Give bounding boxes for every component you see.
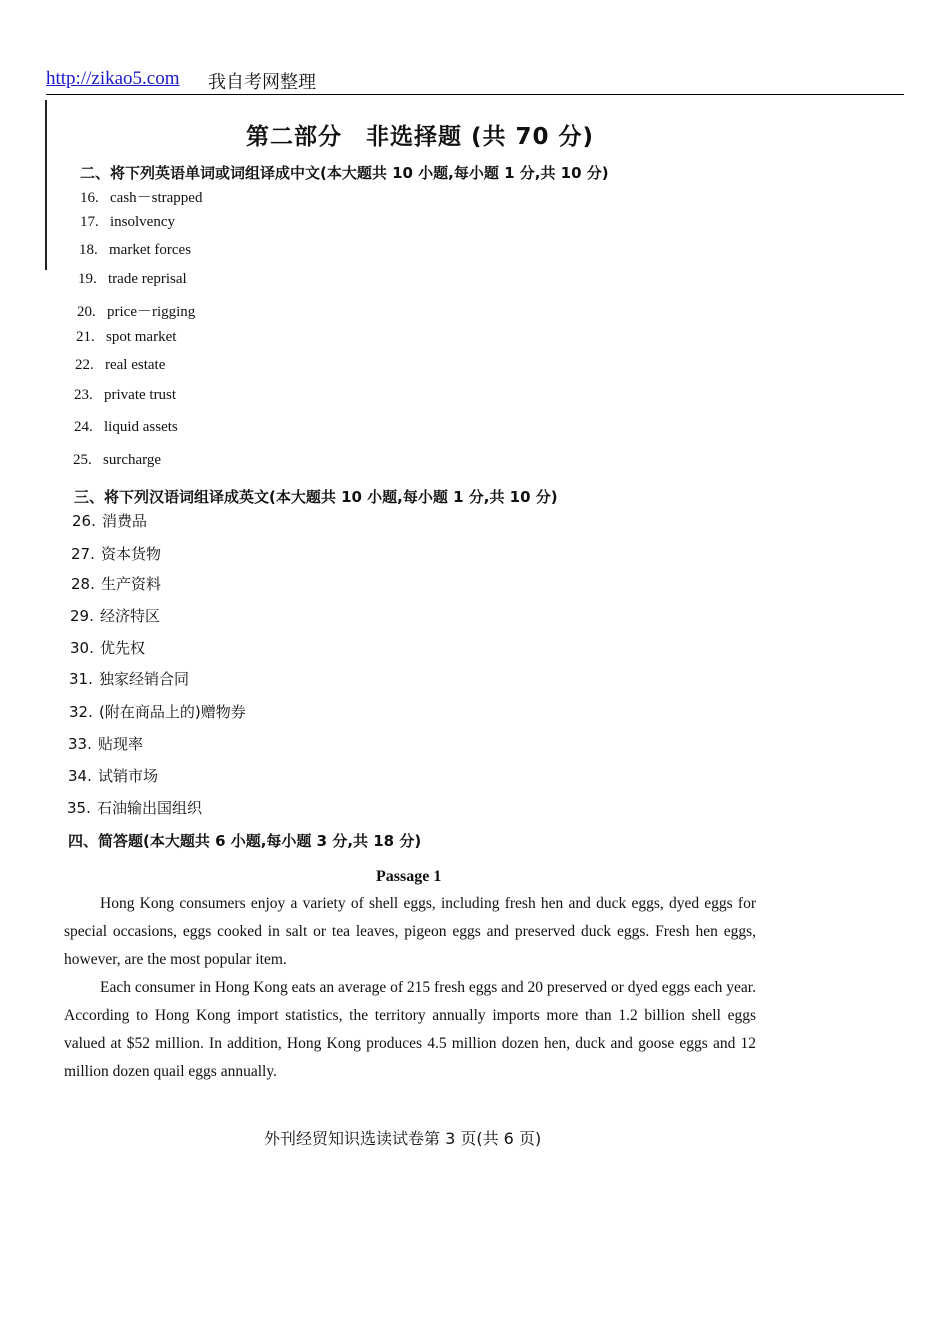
passage-title: Passage 1 xyxy=(376,868,442,885)
item-number: 17. xyxy=(80,214,99,230)
item-text: 优先权 xyxy=(100,639,146,657)
item-text: real estate xyxy=(105,357,166,373)
item-text: liquid assets xyxy=(104,419,178,435)
item-text: 经济特区 xyxy=(100,607,161,625)
passage-body xyxy=(64,890,756,1086)
list-item xyxy=(68,765,158,786)
list-item xyxy=(73,452,161,469)
item-text: cash－strapped xyxy=(110,190,203,206)
list-item xyxy=(69,668,189,689)
list-item xyxy=(80,214,175,231)
page-footer: 外刊经贸知识选读试卷第 3 页(共 6 页) xyxy=(264,1129,542,1148)
item-number: 27. xyxy=(71,545,95,563)
item-text: spot market xyxy=(106,329,177,345)
item-text: (附在商品上的)赠物券 xyxy=(99,703,246,721)
passage-paragraph-2: Each consumer in Hong Kong eats an average of 215 fresh eggs and 20 preserved or dyed eggs each year. According to Hong Kong import statistics, the territory annually imports more than 1.2 billion shell eggs valued at $52 million. In addition, Hong Kong produces 4.5 million dozen hen, duck and goose eggs and 12 million dozen quail eggs annually. xyxy=(64,979,756,1080)
item-number: 19. xyxy=(78,271,97,287)
item-number: 34. xyxy=(68,767,92,785)
item-text: 独家经销合同 xyxy=(99,670,190,688)
list-item xyxy=(79,242,191,259)
item-number: 20. xyxy=(77,304,96,320)
list-item xyxy=(75,357,165,374)
item-text: insolvency xyxy=(110,214,175,230)
list-item xyxy=(71,573,161,594)
item-text: 消费品 xyxy=(102,512,148,530)
page-header xyxy=(46,66,904,95)
item-number: 18. xyxy=(79,242,98,258)
list-item xyxy=(67,797,202,818)
margin-line xyxy=(45,100,47,270)
list-item xyxy=(70,605,160,626)
item-number: 16. xyxy=(80,190,99,206)
item-text: surcharge xyxy=(103,452,162,468)
list-item xyxy=(78,271,187,288)
list-item xyxy=(68,733,143,754)
list-item xyxy=(74,419,178,436)
item-number: 25. xyxy=(73,452,92,468)
section4-heading: 四、简答题(本大题共 6 小题,每小题 3 分,共 18 分) xyxy=(68,832,422,850)
item-text: 石油输出国组织 xyxy=(97,799,203,817)
list-item xyxy=(74,387,176,404)
item-number: 23. xyxy=(74,387,93,403)
item-text: 资本货物 xyxy=(101,545,162,563)
item-number: 21. xyxy=(76,329,95,345)
list-item xyxy=(69,701,246,722)
list-item xyxy=(80,186,202,207)
item-number: 30. xyxy=(70,639,94,657)
item-text: private trust xyxy=(104,387,177,403)
list-item xyxy=(76,329,176,346)
section3-heading: 三、将下列汉语词组译成英文(本大题共 10 小题,每小题 1 分,共 10 分) xyxy=(74,488,558,506)
item-text: trade reprisal xyxy=(108,271,187,287)
item-text: market forces xyxy=(109,242,192,258)
item-number: 35. xyxy=(67,799,91,817)
item-text: 试销市场 xyxy=(98,767,159,785)
item-number: 31. xyxy=(69,670,93,688)
item-number: 24. xyxy=(74,419,93,435)
list-item xyxy=(72,510,147,531)
item-number: 22. xyxy=(75,357,94,373)
site-url-link[interactable]: http://zikao5.com xyxy=(46,68,180,89)
item-number: 29. xyxy=(70,607,94,625)
passage-paragraph-1: Hong Kong consumers enjoy a variety of shell eggs, including fresh hen and duck eggs, dyed eggs for special occasions, eggs cooked in salt or tea leaves, pigeon eggs and preserved duck eggs. Fresh hen eggs, however, are the most popular item. xyxy=(64,895,756,968)
item-text: 生产资料 xyxy=(101,575,162,593)
item-number: 26. xyxy=(72,512,96,530)
list-item xyxy=(77,300,195,321)
part-title: 第二部分 非选择题 (共 70 分) xyxy=(246,124,595,150)
item-text: 贴现率 xyxy=(98,735,144,753)
list-item xyxy=(71,543,161,564)
item-text: price－rigging xyxy=(107,304,196,320)
section2-heading: 二、将下列英语单词或词组译成中文(本大题共 10 小题,每小题 1 分,共 10 分) xyxy=(80,164,609,182)
site-name: 我自考网整理 xyxy=(208,72,316,93)
item-number: 33. xyxy=(68,735,92,753)
item-number: 32. xyxy=(69,703,93,721)
list-item xyxy=(70,637,145,658)
item-number: 28. xyxy=(71,575,95,593)
